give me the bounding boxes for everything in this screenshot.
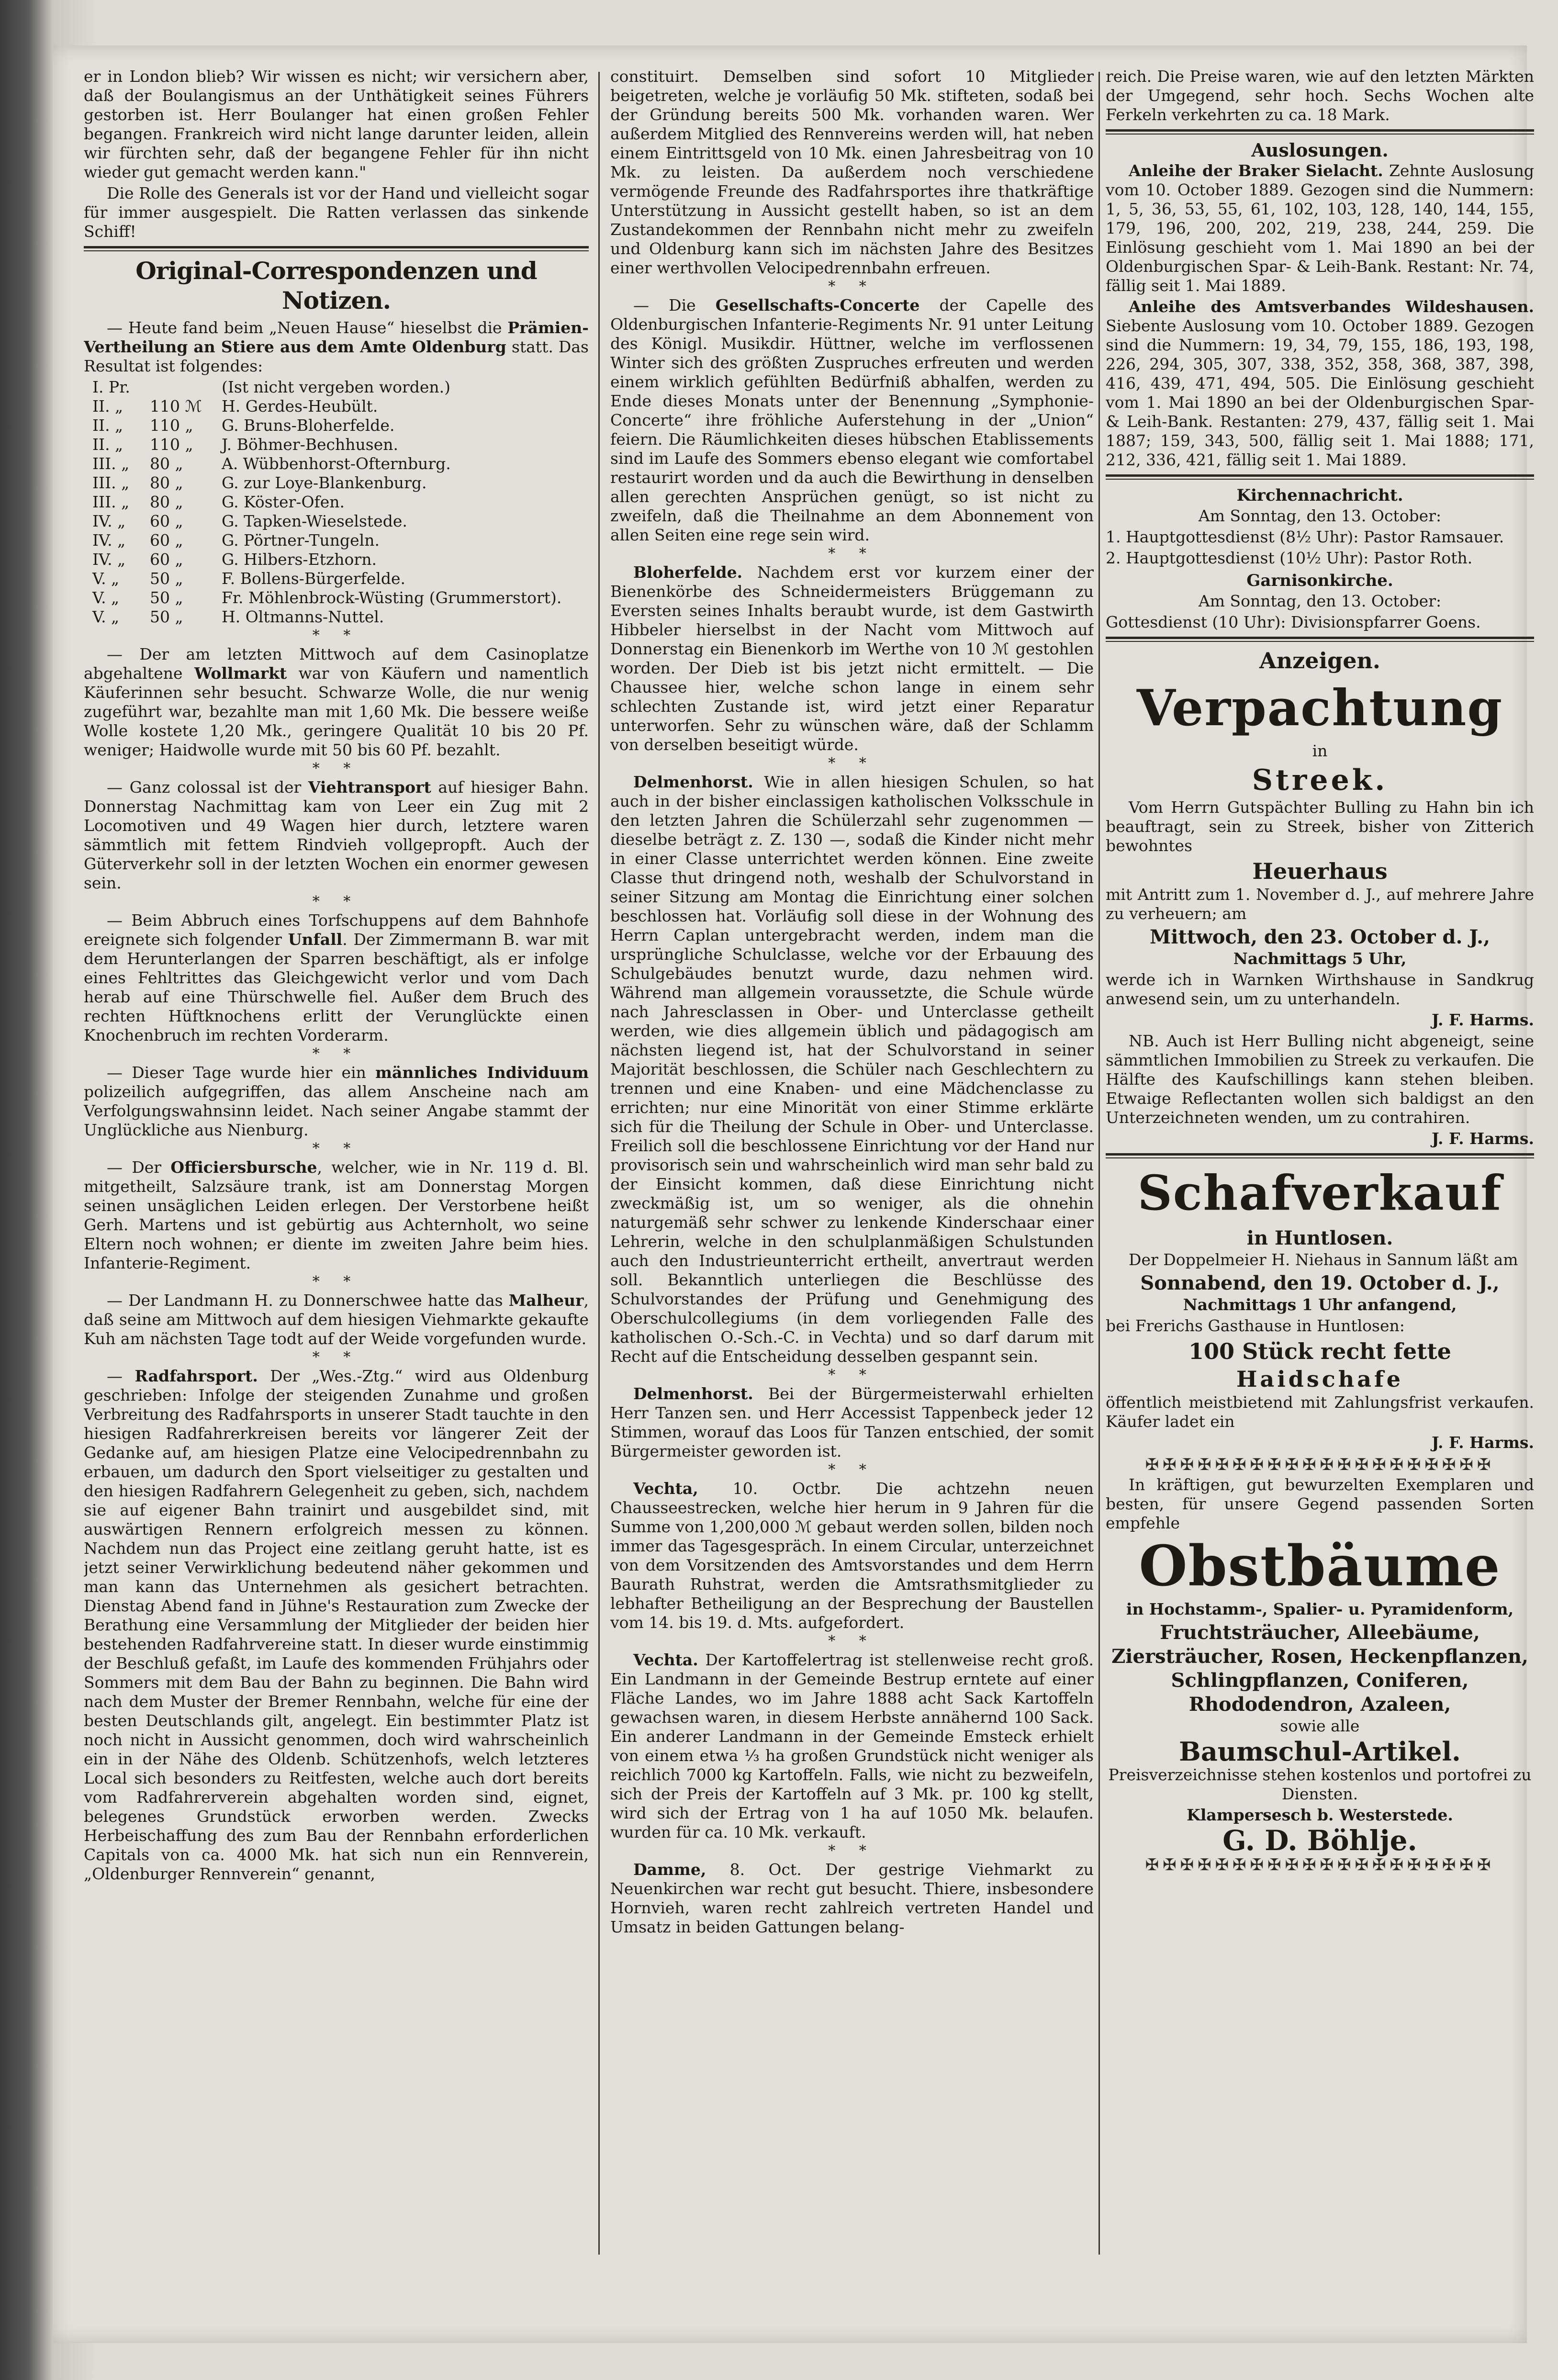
ad-schafverkauf-time: Nachmittags 1 Uhr anfangend, (1183, 1295, 1457, 1314)
prize-row (84, 493, 589, 512)
auslosung-item: Anleihe der Braker Sielacht. Zehnte Auslosung vom 10. October 1889. Gezogen sind die Nummern: 1, 5, 36, 53, 55, 61, 102, 103, 128, 140, 144, 155, 179, 196, 200, 202, 219, 238, 244, 259. Die Einlösung geschieht vom 1. Mai 1890 an bei der Oldenburgischen Spar- & Leih-Bank. Restant: Nr. 74, fällig seit 1. Mai 1889. (1106, 161, 1534, 295)
prize-amount: 110 „ (150, 416, 193, 435)
prize-amount: 110 ℳ (150, 397, 202, 415)
news-item: — Dieser Tage wurde hier ein männliches Individuum polizeilich aufgegriffen, das allem Anscheine nach am Verfolgungswahnsinn leidet. Nach seiner Angabe stammt der Unglückliche aus Nienburg. (84, 1063, 589, 1139)
ad-verpachtung-place: Streek. (1252, 763, 1388, 797)
prize-row (84, 550, 589, 569)
prize-row (84, 454, 589, 473)
separator-stars: * * (312, 1349, 360, 1366)
prize-rank: I. Pr. (92, 378, 130, 396)
separator-stars: * * (828, 545, 876, 562)
prize-rank: IV. „ (92, 531, 126, 550)
news-item: Damme, 8. Oct. Der gestrige Viehmarkt zu Neuenkirchen war recht gut besucht. Thiere, insbesondere Hornvieh, waren recht zahlreich vertreten Handel und Umsatz in beiden Gattungen belang- (610, 1860, 1094, 1936)
prize-rank: V. „ (92, 569, 120, 588)
ad-obstbaeume-title: Obstbäume (1139, 1534, 1501, 1599)
ad-text: bei Frerichs Gasthause in Huntlosen: (1106, 1316, 1405, 1335)
section-rule (1106, 129, 1534, 135)
kirche-date: Am Sonntag, den 13. October: (1198, 506, 1442, 525)
prize-row (84, 531, 589, 550)
prize-name: A. Wübbenhorst-Ofternburg. (222, 454, 451, 473)
ad-verpachtung-in: in (1312, 741, 1328, 760)
news-item: Vechta, 10. Octbr. Die achtzehn neuen Chausseestrecken, welche hier herum in 9 Jahren für die Summe von 1,200,000 ℳ gebaut werden sollen, bilden noch immer das Tagesgespräch. In einem Circular, unterzeichnet von dem Vorsitzenden des Amtsvorstandes und dem Herrn Baurath Ruhstrat, werden die Amtsrathsmitglieder zu lebhafter Betheiligung an der Besprechung der Baustellen vom 14. bis 19. d. Mts. aufgefordert. (610, 1479, 1094, 1632)
kirche-service-1: 1. Hauptgottesdienst (8½ Uhr): Pastor Ramsauer. (1106, 528, 1504, 546)
ad-signature: J. F. Harms. (1431, 1129, 1534, 1148)
ad-text: öffentlich meistbietend mit Zahlungsfrist verkaufen. Käufer ladet ein (1106, 1393, 1534, 1431)
separator-stars: * * (828, 1461, 876, 1478)
prize-amount: 60 „ (150, 531, 183, 550)
news-item: — Die Gesellschafts-Concerte der Capelle des Oldenburgischen Infanterie-Regiments Nr. 91 unter Leitung des Königl. Musikdir. Hüttner, welche im verflossenen Winter sich des größten Zuspruches erfreuten und werden einem wirklich gefühlten Bedürfniß abhalfen, werden zu Ende dieses Monats unter der Benennung „Symphonie-Concerte“ ihre fröhliche Auferstehung in der „Union“ feiern. Die Räumlichkeiten dieses hübschen Etablissements sind im Laufe des Sommers ebenso elegant wie comfortabel restaurirt worden und da auch die Bewirthung in denselben allen gerechten Ansprüchen genügt, so ist nicht zu zweifeln, daß die Theilnahme an dem Abonnement von allen Seiten eine rege sein wird. (610, 296, 1094, 544)
garnison-service: Gottesdienst (10 Uhr): Divisionspfarrer Goens. (1106, 613, 1481, 631)
prize-name: G. Hilbers-Etzhorn. (222, 550, 377, 569)
ornament-border-icon: ✠✠✠✠✠✠✠✠✠✠✠✠✠✠✠✠✠✠✠✠ (1145, 1855, 1495, 1875)
prize-amount: 50 „ (150, 569, 183, 588)
prize-amount (150, 378, 222, 397)
garnison-date: Am Sonntag, den 13. October: (1198, 592, 1442, 610)
ad-verpachtung-date: Mittwoch, den 23. October d. J., (1149, 926, 1491, 948)
news-item: — Ganz colossal ist der Viehtransport auf hiesiger Bahn. Donnerstag Nachmittag kam von Leer ein Zug mit 2 Locomotiven und 49 Wagen hier durch, letztere waren sämmtlich mit fettem Rindvieh vollgepropft. Auch der Güterverkehr soll in der letzten Wochen ein enormer gewesen sein. (84, 778, 589, 892)
text-paragraph: Die Rolle des Generals ist vor der Hand und vielleicht sogar für immer ausgespielt. Die Ratten verlassen das sinkende Schiff! (84, 184, 589, 241)
prize-name: H. Gerdes-Heubült. (222, 397, 378, 415)
ad-text: Preisverzeichnisse stehen kostenlos und portofrei zu Diensten. (1108, 1765, 1532, 1803)
ad-text: Der Doppelmeier H. Niehaus in Sannum läßt am (1129, 1250, 1518, 1269)
ad-text: NB. Auch ist Herr Bulling nicht abgeneigt, seine sämmtlichen Immobilien zu Streek zu verkaufen. Die Hälfte des Kaufschillings kann stehen bleiben. Etwaige Reflectanten wollen sich baldigst an den Unterzeichneten wenden, um zu contrahiren. (1106, 1032, 1534, 1127)
ad-text: In kräftigen, gut bewurzelten Exemplaren und besten, für unsere Gegend passenden Sorten empfehle (1106, 1475, 1534, 1532)
section-rule (84, 246, 589, 251)
prize-amount: 110 „ (150, 435, 193, 454)
column-1 (84, 67, 589, 1886)
ad-verpachtung-time: Nachmittags 5 Uhr, (1233, 949, 1407, 968)
prize-row (84, 473, 589, 493)
prize-row (84, 607, 589, 627)
ad-schafverkauf-title: Schafverkauf (1137, 1165, 1502, 1221)
kirchennachricht-heading: Kirchennachricht. (1236, 486, 1403, 505)
separator-stars: * * (828, 1633, 876, 1650)
news-item: Vechta. Der Kartoffelertrag ist stellenweise recht groß. Ein Landmann in der Gemeinde Bestrup erntete auf einer Fläche Landes, wo im Jahre 1888 acht Sack Kartoffeln gewachsen waren, in diesem Herbste annähernd 100 Sack. Ein anderer Landmann in der Gemeinde Emsteck erhielt von einem etwa ⅓ ha großen Grundstück nicht weniger als reichlich 7000 kg Kartoffeln. Falls, wie nicht zu bezweifeln, sich der Preis der Kartoffeln auf 3 Mk. pr. 100 kg stellt, wird sich der Ertrag von 1 ha auf 1050 Mk. belaufen. wurden für ca. 10 Mk. verkauft. (610, 1650, 1094, 1841)
prize-rank: III. „ (92, 473, 130, 492)
prize-rank: IV. „ (92, 550, 126, 569)
news-item: — Der Officiersbursche, welcher, wie in Nr. 119 d. Bl. mitgetheilt, Salzsäure trank, ist am Donnerstag Morgen seinen unsäglichen Leiden erlegen. Der Verstorbene heißt Gerh. Martens und ist gebürtig aus Achternholt, wo seine Eltern noch wohnen; er diente im zweiten Jahre beim hies. Infanterie-Regiment. (84, 1158, 589, 1272)
ad-text: in Hochstamm-, Spalier- u. Pyramidenform, (1126, 1600, 1514, 1618)
anzeigen-heading: Anzeigen. (1259, 648, 1380, 674)
ad-place: Klampersesch b. Westerstede. (1187, 1806, 1453, 1824)
prize-row (84, 378, 589, 397)
separator-stars: * * (828, 278, 876, 295)
ad-schafverkauf-place: in Huntlosen. (1246, 1227, 1393, 1249)
prize-name: G. Köster-Ofen. (222, 493, 345, 511)
prize-row (84, 569, 589, 588)
separator-stars: * * (312, 760, 360, 777)
news-item: Bloherfelde. Nachdem erst vor kurzem einer der Bienenkörbe des Schneidermeisters Brüggemann zu Eversten seines Inhalts beraubt wurde, ist dem Gastwirth Hibbeler hierselbst in der Nacht vom Mittwoch auf Donnerstag ein Bienenkorb im Werthe von 10 ℳ gestohlen worden. Der Dieb ist bis jetzt nicht ermittelt. — Die Chaussee hier, welche schon lange in einem sehr schlechten Zustande ist, wird jetzt einer Reparatur unterworfen. Sehr zu wünschen wäre, daß der Schlamm von derselben beseitigt würde. (610, 563, 1094, 754)
ad-text: werde ich in Warnken Wirthshause in Sandkrug anwesend sein, um zu unterhandeln. (1106, 970, 1534, 1008)
prize-rank: IV. „ (92, 512, 126, 530)
separator-stars: * * (312, 1273, 360, 1290)
ad-obstbaeume-artikel: Baumschul-Artikel. (1179, 1736, 1461, 1767)
prize-amount: 80 „ (150, 454, 183, 473)
ad-text: Vom Herrn Gutspächter Bulling zu Hahn bin ich beauftragt, sein zu Streek, bisher von Zitterich bewohntes (1106, 798, 1534, 855)
news-item: Delmenhorst. Wie in allen hiesigen Schulen, so hat auch in der bisher einclassigen katholischen Volksschule in den letzten Jahren die Schülerzahl sehr zugenommen — dieselbe beträgt z. Z. 130 —, sodaß die Kinder nicht mehr in einer Classe unterrichtet werden können. Eine zweite Classe thut dringend noth, weshalb der Schulvorstand in seiner Sitzung am Montag die Einrichtung einer solchen beschlossen hat. Vorläufig soll diese in der Wohnung des Herrn Caplan untergebracht werden, indem man die ursprüngliche Schulclasse, welche vor der Erbauung des Schulgebäudes benutzt wurde, dazu nehmen wird. Während man allgemein voraussetzte, die Schule würde nach Jahresclassen in Ober- und Unterclasse getheilt werden, wie dies allgemein üblich und pädagogisch am nächsten liegend ist, hat der Schulvorstand in seiner Majorität beschlossen, die Schüler nach Geschlechtern zu trennen und eine Knaben- und eine Mädchenclasse zu errichten; nur eine Minorität von einer Stimme erklärte sich für die Theilung der Schule in Ober- und Unterclasse. Freilich soll die beschlossene Einrichtung vor der Hand nur provisorisch sein und wahrscheinlich wird man sehr bald zu der Einsicht kommen, daß diese Einrichtung nicht zweckmäßig ist, um so weniger, als die ohnehin naturgemäß sehr schwer zu lenkende Kinderschaar einer Lehrerin, welche in den schulplanmäßigen Schulstunden auch den Industrieunterricht ertheilt, anvertraut werden soll. Bekanntlich unterliegen die Beschlüsse des Schulvorstandes der Prüfung und Genehmigung des Oberschulcollegiums (in dem vorliegenden Falle des katholischen O.-Sch.-C. in Vechta) und so darf darum mit Recht auf die Entscheidung desselben gespannt sein. (610, 773, 1094, 1366)
prize-rank: III. „ (92, 493, 130, 511)
news-item: — Der am letzten Mittwoch auf dem Casinoplatze abgehaltene Wollmarkt war von Käufern und namentlich Käuferinnen sehr besucht. Schwarze Wolle, die nur wenig zugeführt war, bezahlte man mit 1,60 Mk. Die bessere weiße Wolle kostete 1,20 Mk., geringere Qualität 10 bis 20 Pf. weniger; Haidwolle wurde mit 50 bis 60 Pf. bezahlt. (84, 645, 589, 759)
prize-row (84, 416, 589, 435)
news-item: — Der Landmann H. zu Donnerschwee hatte das Malheur, daß seine am Mittwoch auf dem hiesigen Viehmarkte gekaufte Kuh am nächsten Tage todt auf der Weide vorgefunden wurde. (84, 1291, 589, 1348)
prize-rank: III. „ (92, 454, 130, 473)
prize-name: F. Bollens-Bürgerfelde. (222, 569, 405, 588)
section-rule (1106, 637, 1534, 642)
prize-name: (Ist nicht vergeben worden.) (222, 378, 451, 396)
column-rule-1 (598, 72, 600, 2255)
prize-rank: V. „ (92, 607, 120, 626)
ad-signature: J. F. Harms. (1431, 1433, 1534, 1452)
ad-signature: G. D. Böhlje. (1222, 1824, 1417, 1857)
section-rule (1106, 1153, 1534, 1158)
prize-amount: 50 „ (150, 588, 183, 607)
prize-amount: 60 „ (150, 550, 183, 569)
ad-text: Ziersträucher, Rosen, Heckenpflanzen, (1111, 1645, 1528, 1668)
prize-row (84, 397, 589, 416)
text-paragraph: constituirt. Demselben sind sofort 10 Mitglieder beigetreten, welche je vorläufig 50 Mk. stifteten, sodaß bei der Gründung bereits 500 Mk. vorhanden waren. Wer außerdem Mitglied des Rennvereins werden will, hat neben einem Eintrittsgeld von 10 Mk. einen Jahresbeitrag von 10 Mk. zu leisten. Da außerdem noch verschiedene vermögende Freunde des Radfahrsportes ihre thatkräftige Unterstützung in Aussicht gestellt haben, so ist an dem Zustandekommen der Rennbahn nicht mehr zu zweifeln und Oldenburg kann sich im nächsten Jahre des Besitzes einer werthvollen Velocipedrennbahn erfreuen. (610, 67, 1094, 277)
separator-stars: * * (828, 1367, 876, 1383)
garnisonkirche-heading: Garnisonkirche. (1246, 571, 1393, 590)
prize-name: H. Oltmanns-Nuttel. (222, 607, 384, 626)
prize-amount: 50 „ (150, 607, 183, 626)
prize-rank: II. „ (92, 435, 123, 454)
ad-text: Schlingpflanzen, Coniferen, Rhododendron, Azaleen, (1171, 1669, 1469, 1716)
auslosung-item: Anleihe des Amtsverbandes Wildeshausen. Siebente Auslosung vom 10. October 1889. Gezogen sind die Nummern: 19, 34, 79, 155, 186, 193, 198, 226, 294, 305, 307, 338, 352, 358, 368, 387, 398, 416, 439, 471, 494, 505. Die Einlösung geschieht vom 1. Mai 1890 an bei der Oldenburgischen Spar- & Leih-Bank. Restanten: 279, 437, fällig seit 1. Mai 1887; 159, 343, 500, fällig seit 1. Mai 1888; 171, 212, 336, 421, fällig seit 1. Mai 1889. (1106, 297, 1534, 469)
separator-stars: * * (312, 627, 360, 644)
prize-amount: 80 „ (150, 473, 183, 492)
prize-rank: II. „ (92, 397, 123, 415)
prize-row (84, 512, 589, 531)
ad-verpachtung-title: Verpachtung (1136, 678, 1503, 737)
section-heading: Original-Correspondenzen und Notizen. (135, 257, 537, 314)
separator-stars: * * (828, 1842, 876, 1859)
prize-name: Fr. Möhlenbrock-Wüsting (Grummerstort). (222, 588, 562, 607)
separator-stars: * * (312, 1045, 360, 1062)
ad-schafverkauf-date: Sonnabend, den 19. October d. J., (1140, 1272, 1500, 1294)
news-item: — Radfahrsport. Der „Wes.-Ztg.“ wird aus Oldenburg geschrieben: Infolge der steigenden Zunahme und großen Verbreitung des Radfahrsports in unserer Stadt tauchte in den hiesigen Radfahrerkreisen bereits vor längerer Zeit der Gedanke auf, am hiesigen Platze eine Velocipedrennbahn zu erbauen, um dadurch den Sport vielseitiger zu gestalten und den hiesigen Radfahrern Gelegenheit zu geben, sich, nachdem sie auf eigener Bahn trainirt und ausgebildet sind, mit auswärtigen Rennern erfolgreich messen zu können. Nachdem nun das Project eine zeitlang geruht hatte, ist es jetzt seiner Verwirklichung bedeutend näher gekommen und man kann das Unternehmen als gesichert betrachten. Dienstag Abend fand in Jühne's Restauration zum Zwecke der Berathung eine Versammlung der Mitglieder der beiden hier bestehenden Radfahrvereine statt. In dieser wurde einstimmig der Beschluß gefaßt, im Laufe des kommenden Frühjahrs oder Sommers mit dem Bau der Bahn zu beginnen. Die Bahn wird nach dem Muster der Bremer Rennbahn, welche für eine der besten Deutschlands gilt, angelegt. Ein bestimmter Platz ist noch nicht in Aussicht genommen, doch wird wahrscheinlich ein in der Nähe des Oldenb. Schützenhofs, welch letzteres Local sich besonders zu Reitfesten, welche auch dort bereits vom Radfahrerverein abgehalten worden sind, eignet, belegenes Grundstück erworben werden. Zwecks Herbeischaffung des zum Bau der Rennbahn erforderlichen Capitals von ca. 4000 Mk. hat sich nun ein Rennverein, „Oldenburger Rennverein“ genannt, (84, 1367, 589, 1883)
ad-text: sowie alle (1280, 1717, 1360, 1735)
prize-row (84, 435, 589, 454)
ornament-border-icon: ✠✠✠✠✠✠✠✠✠✠✠✠✠✠✠✠✠✠✠✠ (1145, 1455, 1495, 1474)
ad-text: mit Antritt zum 1. November d. J., auf mehrere Jahre zu verheuern; am (1106, 885, 1534, 923)
column-3 (1106, 67, 1534, 1875)
separator-stars: * * (312, 1140, 360, 1157)
prize-name: G. Bruns-Bloherfelde. (222, 416, 395, 435)
ad-text: Fruchtsträucher, Alleebäume, (1160, 1621, 1480, 1644)
text-paragraph: reich. Die Preise waren, wie auf den letzten Märkten der Umgegend, sehr hoch. Sechs Wochen alte Ferkeln verkehrten zu ca. 18 Mark. (1106, 67, 1534, 124)
separator-stars: * * (828, 755, 876, 772)
column-2 (610, 67, 1094, 1939)
separator-stars: * * (312, 893, 360, 910)
prize-rank: V. „ (92, 588, 120, 607)
prize-name: G. zur Loye-Blankenburg. (222, 473, 427, 492)
prize-list (84, 378, 589, 627)
ad-signature: J. F. Harms. (1431, 1010, 1534, 1029)
news-item: — Heute fand beim „Neuen Hause“ hieselbst die Prämien-Vertheilung an Stiere aus dem Amte Oldenburg statt. Das Resultat ist folgendes: (84, 318, 589, 375)
column-rule-2 (1098, 72, 1100, 2255)
news-item: Delmenhorst. Bei der Bürgermeisterwahl erhielten Herr Tanzen sen. und Herr Accessist Tappenbeck jeder 12 Stimmen, worauf das Loos für Tanzen entschied, der somit Bürgermeister geworden ist. (610, 1384, 1094, 1460)
section-rule (1106, 474, 1534, 480)
kirche-service-2: 2. Hauptgottesdienst (10½ Uhr): Pastor Roth. (1106, 549, 1473, 567)
news-item: — Beim Abbruch eines Torfschuppens auf dem Bahnhofe ereignete sich folgender Unfall. Der Zimmermann B. war mit dem Herunterlangen der Sparren beschäftigt, als er infolge eines Fehltrittes das Gleichgewicht verlor und vom Dach herab auf eine Thürschwelle fiel. Außer dem Bruch des rechten Hüftknochens erlitt der Verunglückte einen Knochenbruch im rechten Vorderarm. (84, 911, 589, 1044)
prize-row (84, 588, 589, 607)
prize-amount: 60 „ (150, 512, 183, 530)
prize-name: G. Tapken-Wieselstede. (222, 512, 407, 530)
text-paragraph: er in London blieb? Wir wissen es nicht; wir versichern aber, daß der Boulangismus an der Unthätigkeit seines Führers gestorben ist. Herr Boulanger hat einen großen Fehler begangen. Frankreich wird nicht lange darunter leiden, allein wir fürchten sehr, daß der begangene Fehler für ihn nicht wieder gut gemacht werden kann." (84, 67, 589, 181)
prize-name: J. Böhmer-Bechhusen. (222, 435, 398, 454)
ad-schafverkauf-object: Haidschafe (1236, 1366, 1404, 1392)
ad-schafverkauf-count: 100 Stück recht fette (1188, 1338, 1451, 1364)
prize-amount: 80 „ (150, 493, 183, 511)
auslosungen-heading: Auslosungen. (1251, 139, 1389, 161)
prize-name: G. Pörtner-Tungeln. (222, 531, 380, 550)
prize-rank: II. „ (92, 416, 123, 435)
ad-verpachtung-object: Heuerhaus (1252, 858, 1388, 884)
